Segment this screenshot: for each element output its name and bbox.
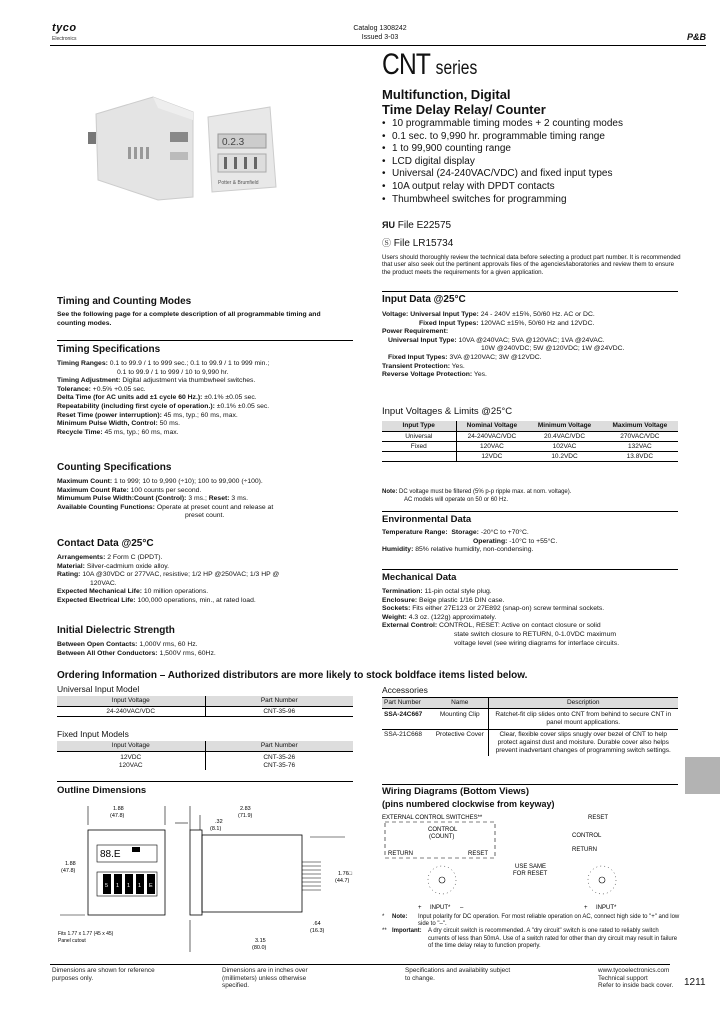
fixed-model-table <box>57 741 353 770</box>
wiring-notes: * Note: Input polarity for DC operation. For most reliable operation on AC, connect high side to "+" and low side to "–". ** Important: A dry circuit switch is recommended. A "dry circuit" switch is one rated to reliably switch currents of less than 50mA. Use of a switch rated for other than dry circuit may result in failure of the time delay relay to function properly. <box>382 914 680 949</box>
fixed-model-heading: Fixed Input Models <box>57 729 129 739</box>
svg-text:Fits 1.77 x 1.77 (45 x 45): Fits 1.77 x 1.77 (45 x 45) <box>58 931 114 937</box>
series-suffix: series <box>435 58 478 79</box>
outline-display-text: 88.E <box>100 849 121 860</box>
footer-specs-note: Specifications and availability subject to change. <box>405 967 511 982</box>
page-number: 1211 <box>684 977 706 988</box>
universal-model-table <box>57 696 353 717</box>
input-limits-table <box>382 421 678 462</box>
ordering-heading: Ordering Information – Authorized distributors are more likely to stock boldface items listed below. <box>57 670 528 681</box>
svg-text:1.88: 1.88 <box>65 861 76 867</box>
feature-item: • Universal (24-240VAC/VDC) and fixed input types <box>382 168 623 181</box>
footer-dimensions-note: Dimensions are shown for reference purposes only. <box>52 967 155 982</box>
input-data-heading: Input Data @25°C <box>382 294 466 305</box>
svg-text:3.15: 3.15 <box>255 938 266 944</box>
svg-text:+: + <box>584 905 588 911</box>
section-rule <box>382 291 678 292</box>
svg-text:(47.8): (47.8) <box>61 868 76 874</box>
outline-drawing <box>55 800 365 960</box>
wiring-diagram <box>380 812 680 912</box>
ul-listed-icon: ЯU <box>382 220 395 230</box>
svg-text:+: + <box>418 905 422 911</box>
timing-specs-body: Timing Ranges: 0.1 to 99.9 / 1 to 999 sec.; 0.1 to 99.9 / 1 to 999 min.; 0.1 to 99.9 / 1 to 999 / 10 to 9,990 hr. Timing Adjustment: Digital adjustment via thumbwheel switches. Tolerance: +0.5% +0.05 sec. Delta Time (for AC units add ±1 cycle 60 Hz.): ±0.1% ±0.05 sec. Repeatability (including first cycle of operation.): ±0.1% ±0.05 sec. Reset Time (power interruption): 45 ms, typ.; 60 ms, max. Minimum Pulse Width, Control: 50 ms. Recycle Time: 45 ms, typ.; 60 ms, max. <box>57 360 270 436</box>
svg-text:FOR RESET: FOR RESET <box>513 871 548 877</box>
section-rule <box>382 511 678 512</box>
svg-text:1.76□: 1.76□ <box>338 871 353 877</box>
section-rule <box>57 340 353 341</box>
svg-text:RETURN: RETURN <box>388 851 413 857</box>
dielectric-heading: Initial Dielectric Strength <box>57 625 175 636</box>
svg-text:Panel cutout: Panel cutout <box>58 938 86 944</box>
svg-text:(80.0): (80.0) <box>252 945 267 951</box>
mechanical-heading: Mechanical Data <box>382 572 457 583</box>
svg-text:2.83: 2.83 <box>240 806 251 812</box>
svg-text:1: 1 <box>116 883 120 889</box>
svg-text:(47.8): (47.8) <box>110 813 125 819</box>
product-title <box>382 87 546 117</box>
section-rule <box>57 781 353 782</box>
pb-logo: P&B <box>686 32 706 42</box>
svg-text:E: E <box>149 883 153 889</box>
mechanical-body: Termination: 11-pin octal style plug. Enclosure: Beige plastic 1/16 DIN case. Sockets: Fits either 27E123 or 27E892 (snap-on) screw terminal sockets. Weight: 4.3 oz. (122g) approximately. External Control: CONTROL, RESET: Active on contact closure or solid state switch closure to RETURN, 0-1.0VDC maximum voltage level (see wiring diagrams for interface circuits. <box>382 588 620 647</box>
table-header-row: Input Voltage Part Number <box>57 741 353 752</box>
svg-text:.64: .64 <box>313 921 321 927</box>
issue-date: Issued 3-03 <box>361 34 399 41</box>
tyco-logo-subtitle: Electronics <box>52 36 77 42</box>
feature-item: • LCD digital display <box>382 156 623 169</box>
universal-model-heading: Universal Input Model <box>57 684 140 694</box>
footer-rule <box>50 964 670 965</box>
title-line-1: Multifunction, Digital <box>382 87 511 102</box>
environmental-heading: Environmental Data <box>382 514 472 525</box>
wiring-heading: Wiring Diagrams (Bottom Views) <box>382 786 530 797</box>
input-limits-note: Note: DC voltage must be filtered (5% p-p ripple max. at nom. voltage). AC models will operate on 50 or 60 Hz. <box>382 489 572 503</box>
series-title <box>382 48 477 82</box>
wiring-subheading: (pins numbered clockwise from keyway) <box>382 799 555 809</box>
environmental-body: Temperature Range: Storage: -20°C to +70°C. Operating: -10°C to +55°C. Humidity: 85% relative humidity, non-condensing. <box>382 529 558 554</box>
svg-text:INPUT*: INPUT* <box>596 905 617 911</box>
csa-certified-icon: Ⓢ <box>382 238 392 248</box>
photo-brand-text: Potter & Brumfield <box>218 180 259 186</box>
svg-text:(8.1): (8.1) <box>210 826 222 832</box>
timing-modes-text: See the following page for a complete description of all programmable timing and counting modes. <box>57 311 321 327</box>
feature-item: • 10 programmable timing modes + 2 counting modes <box>382 118 623 131</box>
table-row: 12VDC CNT-35-26 <box>57 752 353 763</box>
catalog-number: Catalog 1308242 <box>353 25 407 32</box>
svg-text:(71.9): (71.9) <box>238 813 253 819</box>
counting-specs-body: Maximum Count: 1 to 999; 10 to 9,990 (÷10); 100 to 99,900 (÷100). Maximum Count Rate: 100 counts per second. Mimumum Pulse Width:Count (Control): 3 ms.; Reset: 3 ms. Available Counting Functions: Operate at preset count and release at preset count. <box>57 478 274 520</box>
ul-file-number: File E22575 <box>397 220 452 231</box>
svg-text:–: – <box>460 905 464 911</box>
svg-text:RESET: RESET <box>468 851 489 857</box>
feature-item: • 1 to 99,900 counting range <box>382 143 623 156</box>
svg-text:1.88: 1.88 <box>113 806 124 812</box>
feature-item: • 10A output relay with DPDT contacts <box>382 181 623 194</box>
footer-units-note: Dimensions are in inches over (millimeters) unless otherwise specified. <box>222 967 308 990</box>
svg-text:RETURN: RETURN <box>572 847 597 853</box>
table-row: SSA-24C667 Mounting Clip Ratchet-fit clip slides onto CNT from behind to secure CNT in panel mount applications. <box>382 709 678 730</box>
title-line-2: Time Delay Relay/ Counter <box>382 102 546 117</box>
catalog-info <box>340 24 420 42</box>
header-rule <box>50 45 706 46</box>
svg-text:.32: .32 <box>215 819 223 825</box>
photo-display-text: 0.2.3 <box>222 137 245 148</box>
product-photo <box>88 92 298 202</box>
table-header-row: Input Type Nominal Voltage Minimum Voltage Maximum Voltage <box>382 421 678 432</box>
input-data-body: Voltage: Universal Input Type: 24 - 240V ±15%, 50/60 Hz. AC or DC. Fixed Input Types: 120VAC ±15%, 50/60 Hz and 12VDC. Power Requirement: Universal Input Type: 10VA @240VAC; 5VA @120VAC; 1VA @24VAC. 10W @240VDC; 5W @120VDC; 1W @24VDC. Fixed Input Types: 3VA @120VAC; 3W @12VDC. Transient Protection: Yes. Reverse Voltage Protection: Yes. <box>382 311 625 379</box>
section-rule <box>382 569 678 570</box>
svg-text:RESET: RESET <box>588 815 609 821</box>
contact-data-body: Arrangements: 2 Form C (DPDT). Material: Silver-cadmium oxide alloy. Rating: 10A @30VDC or 277VAC, resistive; 1/2 HP @250VAC; 1/3 HP @ 120VAC. Expected Mechanical Life: 10 million operations. Expected Electrical Life: 100,000 operations, min., at rated load. <box>57 554 280 604</box>
input-limits-heading: Input Voltages & Limits @25°C <box>382 406 513 417</box>
table-row: 24-240VAC/VDC CNT-35-96 <box>57 707 353 717</box>
csa-file-number: File LR15734 <box>393 238 454 249</box>
svg-text:1: 1 <box>138 883 142 889</box>
dielectric-body: Between Open Contacts: 1,000V rms, 60 Hz. Between All Other Conductors: 1,500V rms, 60Hz. <box>57 641 216 657</box>
timing-modes-heading: Timing and Counting Modes <box>57 296 192 307</box>
svg-text:EXTERNAL CONTROL SWITCHES**: EXTERNAL CONTROL SWITCHES** <box>382 815 483 821</box>
feature-item: • 0.1 sec. to 9,990 hr. programmable timing range <box>382 131 623 144</box>
accessories-table <box>382 697 678 756</box>
accessories-heading: Accessories <box>382 685 428 695</box>
svg-text:5: 5 <box>105 883 109 889</box>
footer-contact: www.tycoelectronics.com Technical support Refer to inside back cover. <box>598 967 688 990</box>
table-row: 120VAC CNT-35-76 <box>57 762 353 770</box>
table-row: Universal 24-240VAC/VDC 20.4VAC/VDC 270VAC/VDC <box>382 432 678 442</box>
csa-file <box>382 236 453 249</box>
contact-data-heading: Contact Data @25°C <box>57 538 154 549</box>
outline-heading: Outline Dimensions <box>57 785 147 796</box>
svg-text:CONTROL: CONTROL <box>572 833 602 839</box>
section-rule <box>382 784 678 785</box>
svg-text:1: 1 <box>127 883 131 889</box>
timing-specs-heading: Timing Specifications <box>57 344 161 355</box>
feature-item: • Thumbwheel switches for programming <box>382 194 623 207</box>
section-tab-marker <box>685 757 720 794</box>
series-main: CNT <box>382 48 430 81</box>
table-row: SSA-21C668 Protective Cover Clear, flexible cover slips snugly over bezel of CNT to help protect against dust and moisture. Durable cover also helps prevent inadvertant changes of programming switch settings. <box>384 731 671 754</box>
svg-text:(COUNT): (COUNT) <box>429 834 455 840</box>
svg-text:(16.3): (16.3) <box>310 928 325 934</box>
svg-text:CONTROL: CONTROL <box>428 827 458 833</box>
svg-text:(44.7): (44.7) <box>335 878 350 884</box>
table-row: Fixed 120VAC 102VAC 132VAC <box>382 442 678 452</box>
table-header-row: Input Voltage Part Number <box>57 696 353 707</box>
feature-list <box>382 118 623 206</box>
table-row: 12VDC 10.2VDC 13.8VDC <box>382 452 678 462</box>
tyco-logo: tyco <box>52 22 77 34</box>
disclaimer: Users should thoroughly review the technical data before selecting a product part number. It is recommended that user also seek out the pertinent approvals files of the agencies/laboratories and review them to ensure the product meets the requirements for a given application. <box>382 254 681 276</box>
svg-text:USE SAME: USE SAME <box>515 864 547 870</box>
website-link[interactable]: www.tycoelectronics.com <box>598 967 670 974</box>
svg-text:INPUT*: INPUT* <box>430 905 451 911</box>
counting-specs-heading: Counting Specifications <box>57 462 172 473</box>
table-header-row: Part Number Name Description <box>382 698 678 709</box>
ul-file <box>382 220 451 231</box>
